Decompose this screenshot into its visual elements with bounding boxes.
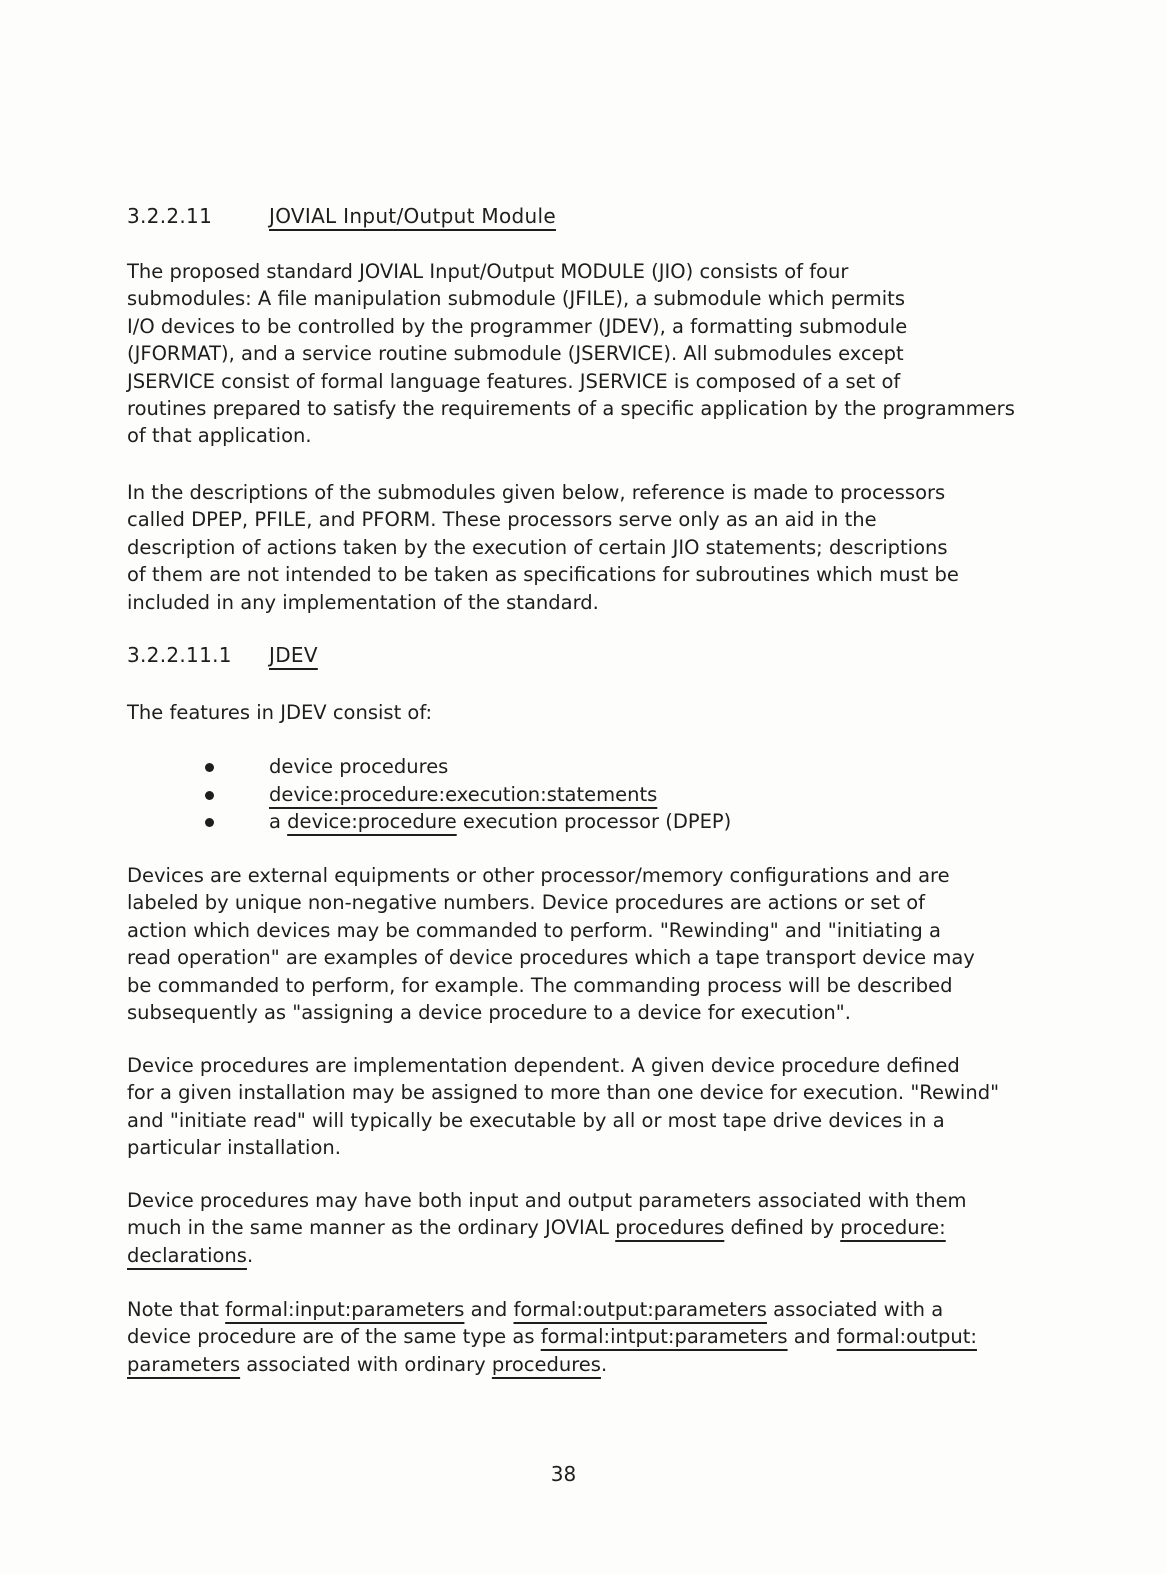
text-fragment: and (464, 1298, 514, 1321)
devices-paragraph (127, 862, 975, 1026)
paragraph-line: included in any implementation of the standard. (127, 590, 599, 614)
underlined-term: device:procedure (287, 810, 457, 833)
paragraph-line (127, 1242, 967, 1269)
text-fragment: . (246, 1243, 254, 1267)
text-fragment: . (600, 1352, 608, 1376)
underlined-term: formal:input:parameters (225, 1298, 465, 1321)
paragraph-line: description of actions taken by the execution of certain JIO statements; descriptions (127, 535, 948, 559)
paragraph-line: for a given installation may be assigned to more than one device for execution. "Rewind" (127, 1081, 1000, 1105)
paragraph-line (127, 1351, 977, 1378)
underlined-term: formal:intput:parameters (540, 1325, 788, 1349)
subsection-title: JDEV (269, 643, 318, 667)
underlined-term: procedures (615, 1216, 725, 1240)
processors-paragraph (127, 479, 959, 616)
paragraph-line: The features in JDEV consist of: (127, 701, 433, 724)
paragraph-line: action which devices may be commanded to perform. "Rewinding" and "initiating a (127, 918, 941, 942)
text-fragment: and (787, 1325, 837, 1349)
text-fragment: Note that (127, 1298, 226, 1321)
page-number: 38 (550, 1462, 577, 1486)
text-fragment: associated with a (766, 1298, 944, 1321)
parameters-paragraph (127, 1187, 967, 1269)
paragraph-line: and "initiate read" will typically be executable by all or most tape drive devices in a (127, 1108, 945, 1132)
bullet-icon (205, 818, 214, 827)
text-fragment: device procedure are of the same type as (127, 1325, 541, 1349)
paragraph-line: I/O devices to be controlled by the programmer (JDEV), a formatting submodule (127, 314, 908, 338)
underlined-term: parameters (127, 1352, 241, 1376)
subsection-number: 3.2.2.11.1 (127, 643, 232, 667)
underlined-term: formal:output:parameters (513, 1298, 767, 1321)
text-fragment: execution processor (DPEP) (456, 810, 732, 833)
section-heading (127, 204, 556, 228)
paragraph-line (127, 1296, 977, 1323)
bullet-icon (205, 763, 214, 772)
paragraph-line (127, 1323, 977, 1350)
text-fragment: defined by (724, 1216, 841, 1240)
paragraph-line: submodules: A file manipulation submodule (JFILE), a submodule which permits (127, 287, 905, 311)
section-number: 3.2.2.11 (127, 204, 213, 228)
paragraph-line: subsequently as "assigning a device procedure to a device for execution". (127, 1001, 851, 1025)
text-fragment: a (269, 810, 288, 833)
paragraph-line: labeled by unique non-negative numbers. Device procedures are actions or set of (127, 891, 925, 915)
paragraph-line: Device procedures may have both input and output parameters associated with them (127, 1189, 967, 1212)
paragraph-line: of them are not intended to be taken as specifications for subroutines which must be (127, 563, 959, 587)
text-fragment: associated with ordinary (240, 1352, 492, 1376)
paragraph-line (127, 1214, 967, 1241)
paragraph-line: In the descriptions of the submodules given below, reference is made to processors (127, 481, 946, 504)
implementation-paragraph (127, 1052, 999, 1162)
paragraph-line: The proposed standard JOVIAL Input/Output MODULE (JIO) consists of four (127, 260, 849, 283)
bullet-icon (205, 791, 214, 800)
underlined-term: procedures (491, 1352, 601, 1376)
section-title: JOVIAL Input/Output Module (269, 204, 556, 228)
list-item-text (269, 808, 731, 836)
paragraph-line: Device procedures are implementation dependent. A given device procedure defined (127, 1054, 960, 1077)
note-paragraph (127, 1296, 977, 1378)
intro-paragraph (127, 258, 1015, 450)
underlined-term: procedure: (840, 1216, 946, 1240)
underlined-term: declarations (127, 1243, 247, 1267)
paragraph-line: JSERVICE consist of formal language features. JSERVICE is composed of a set of (127, 369, 901, 393)
list-item-text: device:procedure:execution:statements (269, 782, 658, 806)
paragraph-line: particular installation. (127, 1136, 341, 1160)
paragraph-line: Devices are external equipments or other processor/memory configurations and are (127, 864, 950, 887)
paragraph-line: called DPEP, PFILE, and PFORM. These processors serve only as an aid in the (127, 508, 877, 532)
subsection-heading (127, 643, 318, 667)
underlined-term: formal:output: (836, 1325, 977, 1349)
paragraph-line: (JFORMAT), and a service routine submodule (JSERVICE). All submodules except (127, 342, 904, 366)
list-item-text: device procedures (269, 755, 449, 778)
features-intro (127, 699, 432, 726)
paragraph-line: routines prepared to satisfy the requirements of a specific application by the programmers (127, 397, 1015, 421)
paragraph-line: of that application. (127, 424, 312, 448)
paragraph-line: be commanded to perform, for example. The commanding process will be described (127, 973, 953, 997)
text-fragment: much in the same manner as the ordinary JOVIAL (127, 1216, 616, 1240)
paragraph-line: read operation" are examples of device procedures which a tape transport device may (127, 946, 975, 970)
